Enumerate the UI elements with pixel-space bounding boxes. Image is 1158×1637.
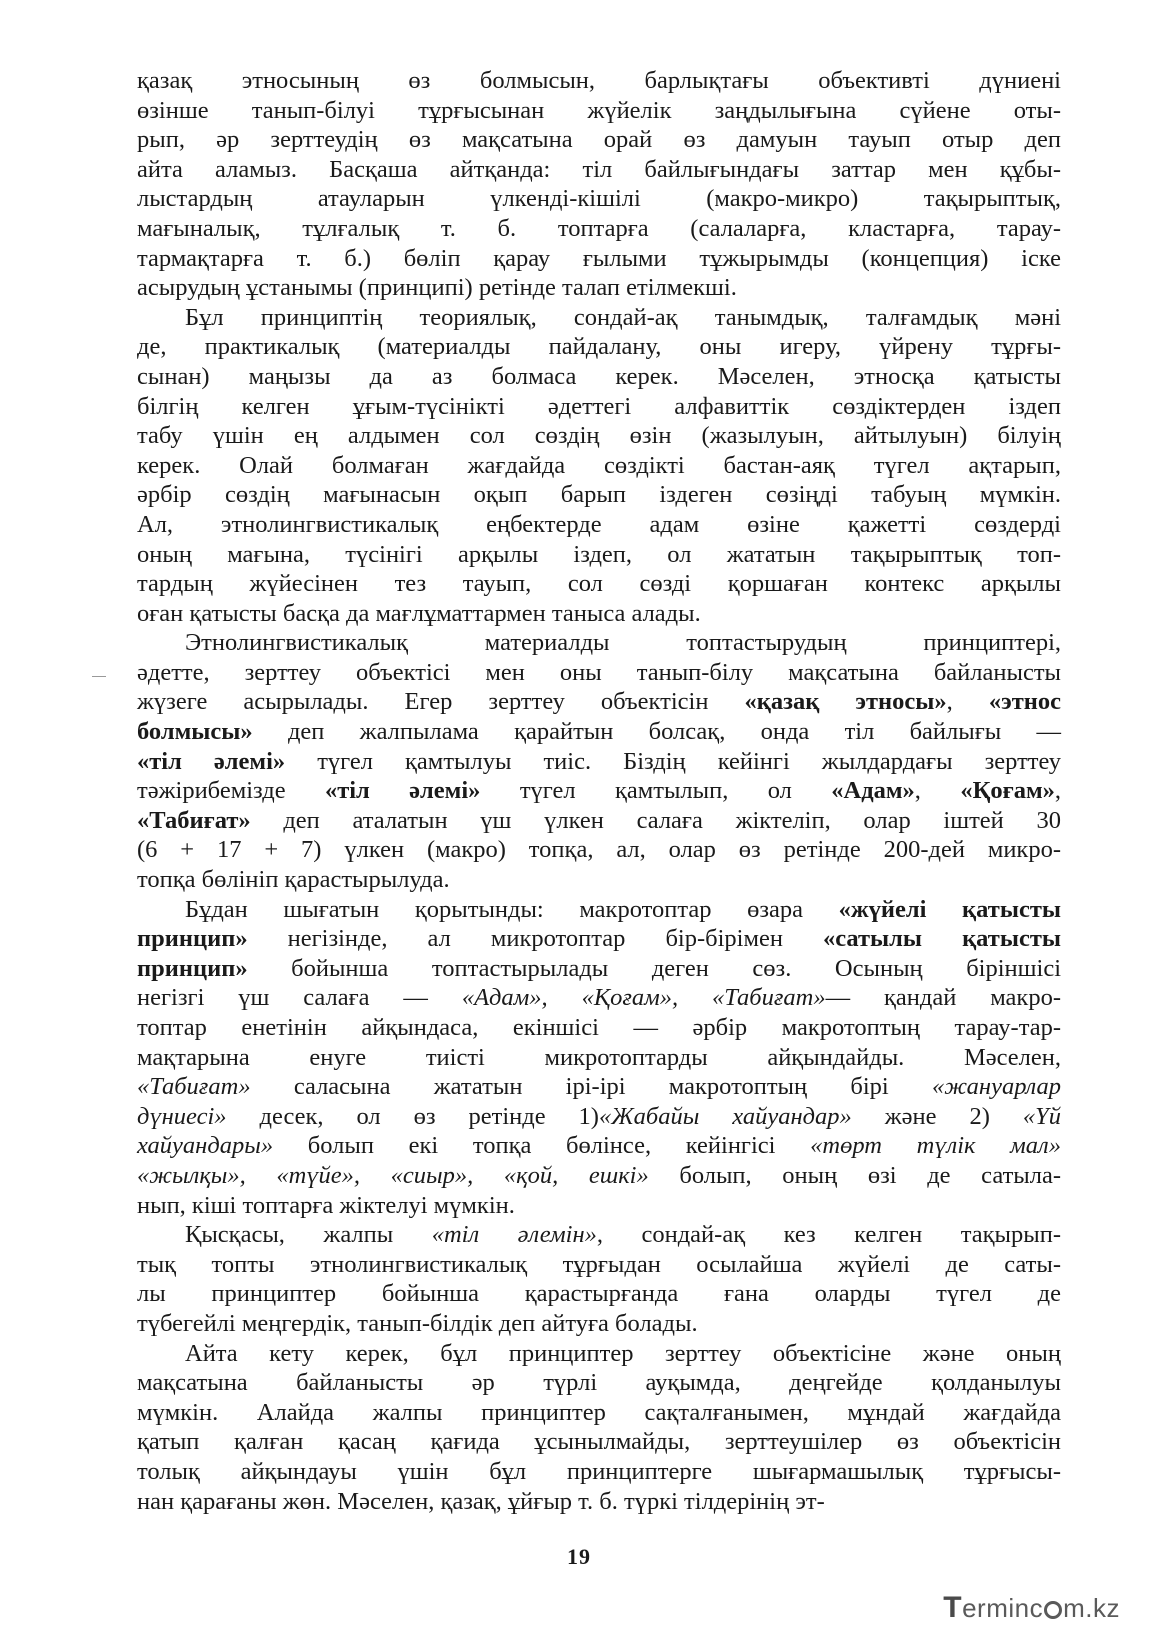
text-line bbox=[137, 747, 1061, 777]
text-run: деп жалпылама қарайтын болсақ, онда тіл байлығы — bbox=[252, 718, 1061, 746]
text-line bbox=[137, 1072, 1061, 1102]
paragraph bbox=[137, 1220, 1061, 1338]
text-run: және 2) bbox=[851, 1102, 1023, 1130]
text-run: (6 + 17 + 7) үлкен (макро) топқа, ал, олар өз ретінде 200-дей микро- bbox=[137, 836, 1061, 864]
margin-mark bbox=[92, 676, 106, 677]
text-run: , bbox=[1054, 777, 1062, 805]
text-run: білгің келген ұғым-түсінікті әдеттегі алфавиттік сөздіктерден іздеп bbox=[137, 392, 1061, 420]
text-line bbox=[137, 1161, 1061, 1191]
text-line bbox=[137, 155, 1061, 185]
text-run: , bbox=[946, 688, 989, 716]
text-run: керек. Олай болмаған жағдайда сөздікті бастан-аяқ түгел ақтарып, bbox=[137, 451, 1061, 479]
text-run: нан қарағаны жөн. Мәселен, қазақ, ұйғыр т. б. түркі тілдерінің эт- bbox=[137, 1487, 825, 1515]
italic-term: «жылқы», «түйе», «сиыр», «қой, ешкі» bbox=[137, 1161, 649, 1189]
italic-term: «Адам», «Қоғам», «Табиғат» bbox=[461, 984, 826, 1012]
italic-term: «жануарлар bbox=[931, 1073, 1061, 1101]
bold-term: «Адам» bbox=[831, 777, 915, 805]
text-run: тардың жүйесінен тез тауып, сол сөзді қоршаған контекс арқылы bbox=[137, 570, 1061, 598]
text-run: саласына жататын ірі-ірі макротоптың бірі bbox=[250, 1073, 932, 1101]
text-run: , сондай-ақ кез келген тақырып- bbox=[596, 1221, 1061, 1249]
paragraph bbox=[137, 895, 1061, 1221]
paragraph bbox=[137, 628, 1061, 894]
text-line bbox=[137, 1309, 1061, 1339]
text-run: лыстардың атауларын үлкенді-кішілі (макро-микро) тақырыптық, bbox=[137, 185, 1061, 213]
text-line bbox=[137, 1487, 1061, 1517]
text-line bbox=[137, 687, 1061, 717]
text-run: Қысқасы, жалпы bbox=[185, 1221, 432, 1249]
text-run: тармақтарға т. б.) бөліп қарау ғылыми тұжырымды (концепция) іске bbox=[137, 244, 1061, 272]
text-line bbox=[137, 1013, 1061, 1043]
text-line bbox=[137, 1368, 1061, 1398]
bold-term: «сатылы қатысты bbox=[822, 925, 1061, 953]
text-line bbox=[137, 244, 1061, 274]
text-line bbox=[137, 1457, 1061, 1487]
text-line bbox=[137, 569, 1061, 599]
text-run: негізінде, ал микротоптар бір-бірімен bbox=[247, 925, 823, 953]
text-run: оған қатысты басқа да мағлұматтармен таныса алады. bbox=[137, 599, 701, 627]
text-line bbox=[137, 1191, 1061, 1221]
bold-term: болмысы» bbox=[137, 718, 253, 746]
page-body bbox=[137, 66, 1061, 1516]
text-run: әдетте, зерттеу объектісі мен оны танып-білу мақсатына байланысты bbox=[137, 658, 1061, 686]
text-run: Ал, этнолингвистикалық еңбектерде адам өзіне қажетті сөздерді bbox=[137, 510, 1061, 538]
text-run: әрбір сөздің мағынасын оқып барып іздеген сөзіңді табуың мүмкін. bbox=[137, 481, 1061, 509]
text-run: Бұл принциптің теориялық, сондай-ақ танымдық, талғамдық мәні bbox=[185, 303, 1061, 331]
bold-term: «тіл әлемі» bbox=[324, 777, 481, 805]
text-line bbox=[137, 362, 1061, 392]
text-run: десек, ол өз ретінде 1) bbox=[226, 1102, 599, 1130]
text-line bbox=[137, 1102, 1061, 1132]
italic-term: «төрт түлік мал» bbox=[810, 1132, 1061, 1160]
text-run: , bbox=[914, 777, 961, 805]
text-line bbox=[137, 421, 1061, 451]
text-run: топқа бөлініп қарастырылуда. bbox=[137, 866, 450, 894]
watermark-o-icon bbox=[1044, 1601, 1062, 1619]
text-line bbox=[137, 392, 1061, 422]
italic-term: «Табиғат» bbox=[137, 1073, 251, 1101]
italic-term: «Жабайы хайуандар» bbox=[598, 1102, 852, 1130]
bold-term: «жүйелі қатысты bbox=[838, 895, 1061, 923]
text-line bbox=[137, 1250, 1061, 1280]
text-run: түгел қамтылуы тиіс. Біздің кейінгі жылдардағы зерттеу bbox=[285, 747, 1062, 775]
paragraph bbox=[137, 303, 1061, 629]
text-line bbox=[137, 214, 1061, 244]
text-line bbox=[137, 983, 1061, 1013]
text-line bbox=[137, 451, 1061, 481]
italic-term: «Үй bbox=[1022, 1102, 1061, 1130]
text-run: мақсатына байланысты әр түрлі ауқымда, деңгейде қолданылуы bbox=[137, 1369, 1061, 1397]
text-line bbox=[137, 510, 1061, 540]
italic-term: хайуандары» bbox=[137, 1132, 274, 1160]
text-line bbox=[137, 273, 1061, 303]
text-run: негізгі үш салаға — bbox=[137, 984, 462, 1012]
text-line bbox=[137, 303, 1061, 333]
text-line bbox=[137, 184, 1061, 214]
text-run: асырудың ұстанымы (принципі) ретінде талап етілмекші. bbox=[137, 274, 737, 302]
bold-term: «тіл әлемі» bbox=[137, 747, 286, 775]
italic-term: «тіл әлемін» bbox=[431, 1221, 597, 1249]
text-run: де, практикалық (материалды пайдалану, оны игеру, үйрену тұрғы- bbox=[137, 333, 1061, 361]
text-line bbox=[137, 1043, 1061, 1073]
text-line bbox=[137, 776, 1061, 806]
text-line bbox=[137, 125, 1061, 155]
text-run: сынан) маңызы да аз болмаса керек. Мәселен, этносқа қатысты bbox=[137, 362, 1061, 390]
text-line bbox=[137, 599, 1061, 629]
text-line bbox=[137, 658, 1061, 688]
text-line bbox=[137, 1279, 1061, 1309]
watermark-suffix: m.kz bbox=[1063, 1593, 1120, 1623]
paragraph bbox=[137, 66, 1061, 303]
bold-term: «этнос bbox=[988, 688, 1061, 716]
page-number: 19 bbox=[567, 1544, 591, 1569]
text-run: Этнолингвистикалық материалды топтастырудың принциптері, bbox=[185, 629, 1061, 657]
text-line bbox=[137, 954, 1061, 984]
text-run: оның мағына, түсінігі арқылы іздеп, ол жататын тақырыптық топ- bbox=[137, 540, 1061, 568]
watermark-prefix: T bbox=[943, 1591, 963, 1624]
text-run: қазақ этносының өз болмысын, барлықтағы объективті дүниені bbox=[137, 67, 1061, 94]
text-run: нып, кіші топтарға жіктелуі мүмкін. bbox=[137, 1191, 515, 1219]
text-line bbox=[137, 540, 1061, 570]
text-run: Айта кету керек, бұл принциптер зерттеу объектісіне және оның bbox=[185, 1339, 1061, 1367]
text-run: толық айқындауы үшін бұл принциптерге шығармашылық тұрғысы- bbox=[137, 1457, 1061, 1485]
text-run: тәжірибемізде bbox=[137, 777, 325, 805]
watermark-logo bbox=[943, 1591, 1120, 1625]
text-run: рып, әр зерттеудің өз мақсатына орай өз дамуын тауып отыр деп bbox=[137, 126, 1061, 154]
text-run: бойынша топтастырылады деген сөз. Осының біріншісі bbox=[247, 954, 1061, 982]
text-run: түгел қамтылып, ол bbox=[480, 777, 832, 805]
text-run: топтар енетінін айқындаса, екіншісі — әрбір макротоптың тарау-тар- bbox=[137, 1014, 1061, 1041]
text-run: деп аталатын үш үлкен салаға жіктеліп, олар іштей 30 bbox=[250, 806, 1061, 834]
text-line bbox=[137, 66, 1061, 96]
text-run: табу үшін ең алдымен сол сөздің өзін (жазылуын, айтылуын) білуің bbox=[137, 422, 1061, 450]
text-run: тық топты этнолингвистикалық тұрғыдан осылайша жүйелі де саты- bbox=[137, 1250, 1061, 1278]
text-run: мағыналық, тұлғалық т. б. топтарға (салаларға, кластарға, тарау- bbox=[137, 214, 1061, 242]
text-run: өзінше танып-білуі тұрғысынан жүйелік заңдылығына сүйене оты- bbox=[137, 96, 1061, 124]
text-run: Бұдан шығатын қорытынды: макротоптар өзара bbox=[185, 895, 839, 923]
text-line bbox=[137, 332, 1061, 362]
text-run: жүзеге асырылады. Егер зерттеу объектісін bbox=[137, 688, 745, 716]
bold-term: принцип» bbox=[137, 925, 248, 953]
text-line bbox=[137, 865, 1061, 895]
paragraph bbox=[137, 1339, 1061, 1517]
text-line bbox=[137, 1427, 1061, 1457]
text-line bbox=[137, 835, 1061, 865]
text-run: болып екі топқа бөлінсе, кейінгісі bbox=[273, 1132, 811, 1160]
text-run: болып, оның өзі де сатыла- bbox=[648, 1161, 1061, 1189]
text-line bbox=[137, 1398, 1061, 1428]
bold-term: «Табиғат» bbox=[137, 806, 251, 834]
text-line bbox=[137, 628, 1061, 658]
text-line bbox=[137, 1339, 1061, 1369]
bold-term: «қазақ этносы» bbox=[744, 688, 947, 716]
text-line bbox=[137, 1131, 1061, 1161]
text-line bbox=[137, 96, 1061, 126]
text-run: — қандай макро- bbox=[825, 984, 1061, 1012]
text-line bbox=[137, 895, 1061, 925]
bold-term: принцип» bbox=[137, 954, 248, 982]
text-line bbox=[137, 806, 1061, 836]
text-line bbox=[137, 924, 1061, 954]
italic-term: дүниесі» bbox=[137, 1102, 227, 1130]
text-run: қатып қалған қасаң қағида ұсынылмайды, зерттеушілер өз объектісін bbox=[137, 1428, 1061, 1456]
text-line bbox=[137, 717, 1061, 747]
text-run: мақтарына енуге тиісті микротоптарды айқындайды. Мәселен, bbox=[137, 1043, 1061, 1071]
text-run: лы принциптер бойынша қарастырғанда ғана оларды түгел де bbox=[137, 1280, 1061, 1308]
text-run: түбегейлі меңгердік, танып-білдік деп айтуға болады. bbox=[137, 1309, 698, 1337]
text-line bbox=[137, 480, 1061, 510]
text-run: мүмкін. Алайда жалпы принциптер сақталғанымен, мұндай жағдайда bbox=[137, 1398, 1061, 1426]
text-run: айта аламыз. Басқаша айтқанда: тіл байлығындағы заттар мен құбы- bbox=[137, 155, 1061, 183]
watermark-middle: erminc bbox=[962, 1593, 1044, 1623]
bold-term: «Қоғам» bbox=[960, 777, 1055, 805]
text-line bbox=[137, 1220, 1061, 1250]
